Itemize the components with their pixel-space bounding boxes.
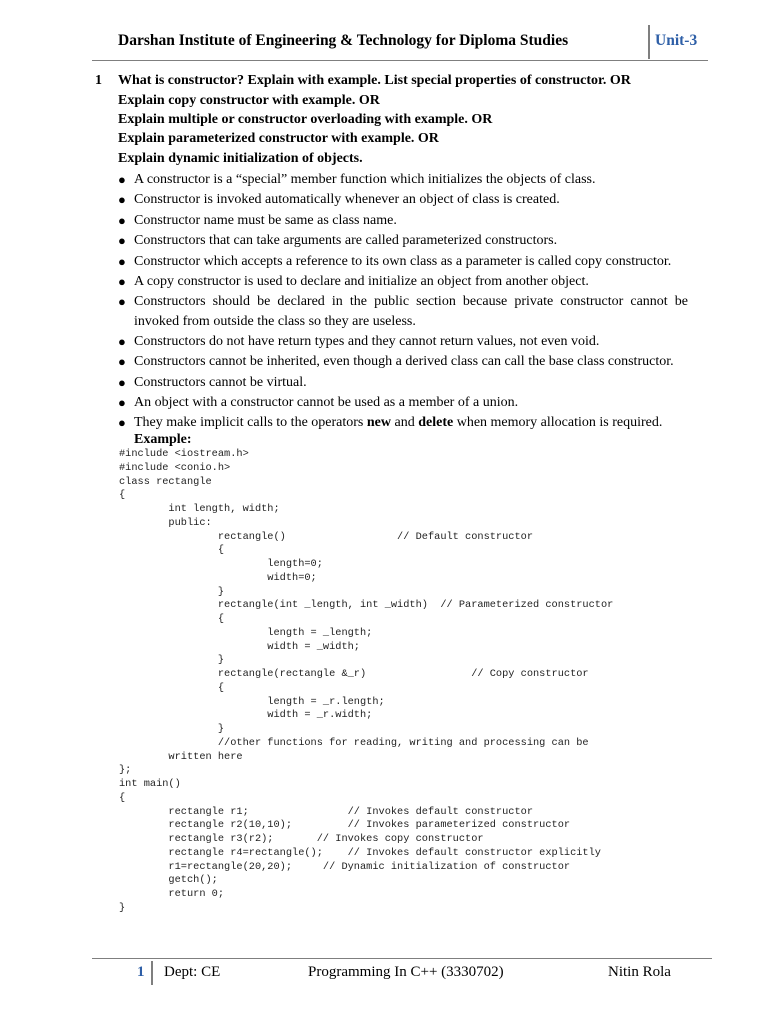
- list-item-text: Constructor which accepts a reference to its own class as a parameter is called copy constructor.: [134, 254, 672, 269]
- bullet-icon: ●: [118, 233, 126, 248]
- list-item-text: Constructors should be declared in the public section because private constructor cannot be invoked from outside the class so they are useless.: [134, 294, 688, 329]
- institute-title: Darshan Institute of Engineering & Technology for Diploma Studies: [118, 32, 569, 49]
- list-item: [118, 373, 688, 393]
- list-item: [118, 352, 688, 372]
- code-line: #include <conio.h>: [119, 461, 231, 474]
- list-item-text: Constructor is invoked automatically whenever an object of class is created.: [134, 192, 560, 207]
- question-line: Explain copy constructor with example. OR: [118, 93, 380, 108]
- code-line: written here: [119, 750, 243, 763]
- code-line: rectangle r1; // Invokes default constructor: [119, 805, 534, 818]
- subject-label: Programming In C++ (3330702): [308, 964, 504, 980]
- list-item: [118, 292, 688, 332]
- bullet-icon: ●: [118, 415, 126, 430]
- code-line: }: [119, 723, 225, 735]
- code-line: r1=rectangle(20,20); // Dynamic initialization of constructor: [119, 860, 571, 873]
- list-item: [118, 231, 688, 251]
- code-line: rectangle r4=rectangle(); // Invokes default constructor explicitly: [119, 846, 601, 859]
- code-line: rectangle(rectangle &_r) // Copy constructor: [119, 668, 589, 680]
- list-item: [118, 190, 688, 210]
- list-item-text: Constructors do not have return types and they cannot return values, not even void.: [134, 334, 600, 349]
- code-line: }: [119, 585, 225, 598]
- code-line: return 0;: [119, 888, 225, 900]
- code-line: };: [119, 764, 132, 777]
- code-line: }: [119, 901, 126, 914]
- list-item-text: [118, 413, 688, 433]
- code-line: {: [119, 544, 225, 557]
- bullet-icon: ●: [118, 213, 126, 228]
- list-item: [118, 332, 688, 352]
- list-item: [118, 211, 688, 231]
- code-line: getch();: [119, 874, 218, 887]
- code-line: int length, width;: [119, 503, 280, 515]
- list-item: [118, 272, 688, 292]
- code-line: width=0;: [119, 571, 317, 584]
- code-line: rectangle r2(10,10); // Invokes parameterized constructor: [119, 819, 571, 832]
- page-number: 1: [137, 964, 145, 980]
- list-item-text: Constructors cannot be virtual.: [134, 375, 307, 390]
- code-line: }: [119, 654, 225, 667]
- code-line: rectangle r3(r2); // Invokes copy constructor: [119, 833, 484, 845]
- author-name: Nitin Rola: [608, 964, 671, 980]
- bullet-icon: ●: [118, 192, 126, 207]
- list-item-text: Constructors that can take arguments are called parameterized constructors.: [134, 233, 558, 248]
- page-header: [92, 22, 708, 61]
- code-line: {: [119, 613, 225, 625]
- code-line: length=0;: [119, 558, 323, 570]
- bullet-icon: ●: [118, 334, 126, 349]
- code-block: [119, 448, 613, 916]
- code-line: class rectangle: [119, 475, 212, 488]
- text-segment: They make implicit calls to the operators: [134, 415, 367, 430]
- bullet-icon: ●: [118, 395, 126, 410]
- code-line: #include <iostream.h>: [119, 448, 249, 460]
- list-item-text: Constructor name must be same as class name.: [134, 213, 397, 228]
- footer-divider: [151, 961, 153, 985]
- code-line: {: [119, 791, 126, 804]
- question-line: Explain multiple or constructor overloading with example. OR: [118, 112, 493, 127]
- keyword-delete: delete: [418, 415, 454, 430]
- page-footer: [92, 958, 712, 987]
- code-line: public:: [119, 516, 212, 529]
- code-line: rectangle(int _length, int _width) // Parameterized constructor: [119, 599, 614, 612]
- list-item: [118, 393, 688, 413]
- list-item: [118, 252, 688, 272]
- question-line: Explain dynamic initialization of objects.: [118, 151, 363, 166]
- bullet-icon: ●: [118, 354, 126, 369]
- bullet-icon: ●: [118, 375, 126, 390]
- unit-label: Unit-3: [655, 32, 698, 49]
- department-label: Dept: CE: [164, 964, 221, 980]
- code-line: //other functions for reading, writing and processing can be: [119, 736, 589, 749]
- text-segment: and: [391, 415, 419, 430]
- code-line: width = _r.width;: [119, 709, 373, 722]
- bullet-icon: ●: [118, 274, 126, 289]
- list-item: [118, 413, 688, 433]
- question-line: Explain parameterized constructor with example. OR: [118, 131, 439, 146]
- list-item-text: Constructors cannot be inherited, even though a derived class can call the base class constructor.: [134, 354, 674, 369]
- code-line: length = _length;: [119, 626, 373, 639]
- code-line: rectangle() // Default constructor: [119, 530, 534, 543]
- keyword-new: new: [366, 415, 391, 430]
- question-number: 1: [95, 73, 102, 88]
- question-line: What is constructor? Explain with example. List special properties of constructor. OR: [118, 73, 631, 88]
- header-divider: [648, 25, 650, 59]
- list-item-text: A constructor is a “special” member function which initializes the objects of class.: [134, 172, 596, 187]
- code-line: width = _width;: [119, 640, 360, 653]
- code-line: int main(): [119, 778, 181, 790]
- code-line: {: [119, 489, 126, 502]
- list-item: [118, 170, 688, 190]
- code-line: length = _r.length;: [119, 695, 385, 708]
- bullet-icon: ●: [118, 172, 126, 187]
- bullet-icon: ●: [118, 254, 126, 269]
- code-line: {: [119, 681, 225, 694]
- bullet-icon: ●: [118, 294, 126, 309]
- list-item-text: An object with a constructor cannot be used as a member of a union.: [134, 395, 519, 410]
- example-heading: Example:: [134, 432, 192, 447]
- list-item-text: A copy constructor is used to declare and initialize an object from another object.: [134, 274, 589, 289]
- text-segment: when memory allocation is required.: [453, 415, 663, 430]
